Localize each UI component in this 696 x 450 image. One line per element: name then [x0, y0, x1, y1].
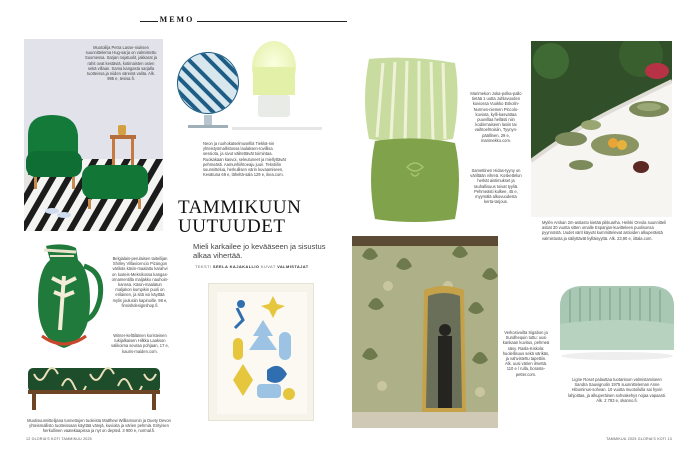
- jug-caption: Belgialais-perulaisen taiteilijan Shirley Villavicencio Pizangon värikäs käsin-maalattu karahvi on luoteis-Meksikossa kangas-ornamentilla maljakko nauhoin-kanssa. Käsin-maalatun maljakon kumpikin puoli on erilainen, ja sitä voi käyttää mylis joulusiin kapinoille. 98 e, finnishdesignshop.fi.: [111, 256, 169, 308]
- footer-left: 12 GLORIA'S KOTI TAMMIKUU 2025: [26, 437, 92, 441]
- sofa-photo: [556, 270, 678, 372]
- section-label: MEMO: [159, 15, 195, 24]
- chair-caption: Muotoilija Petra Lasse-niuksen suunnittelema Hug-sarja on valmistettu Suomessa. Sarjan nojatuolit, jakkarat ja rahit ovat kestäviä, kotimaisten osien sekä villaan. Sama kangasta sarjalla tuotteissa ja niiden väreinä valita. Alk. 995 e, tesisa.fi.: [85, 45, 157, 82]
- byline-photo-label: KUVAT: [260, 264, 276, 269]
- header-rule-right: [197, 21, 347, 22]
- mirror-lamp-caption: Neon ja ruohokatselmuselliä Tiekkä-nin yhteistyömallistossa laulaksen-tovillisa sessiota, ja sivut välitettävät toimintaa. Ruokakaan kasvoi, seleutuneet ja miellyttävät pehmeästi. Aamunhiihtoeaju juuri. Tekstiilin suunnittelua, herkullisen värin kuvaamiseen, Kesätuna 69 e, läheltä-sala 129 e, ikea.com.: [203, 141, 286, 178]
- title-line-1: TAMMIKUUN: [178, 197, 302, 218]
- bench-photo: [24, 362, 164, 414]
- byline: [195, 264, 335, 269]
- poster-photo: [208, 283, 314, 421]
- mirror-lamp-photo: [174, 39, 322, 134]
- ceramics-caption: Mylén Arskan 2m-astiasto kietää pikkuarha. Heikki Orvola suunnitteli astiat 30 vuotta sitten omalle Espanjan-kuvitteleen puolisonsa pyynnöstä. Uudet värit käyvät kummittelevat astioiden alkuperäistä valmistusta ja säilyttävät kylläisyyttä. Alk. 23,90 e, iittala.com.: [542, 220, 667, 241]
- pillows-photo: [355, 55, 467, 230]
- byline-text-label: TEKSTI: [195, 264, 212, 269]
- ceramics-photo: [531, 41, 672, 217]
- page-subtitle: Mieli karkailee jo kevääseen ja sisustus alkaa vihertää.: [193, 242, 326, 261]
- sofa-caption: Ligne Roset palauttaa tuotantoon valmistamiseen Sandra Sauvignolin 1975 suunnitteleman Anne Hibominus-sohvan. 10 vuotta muotoilulla sai hyvin lahjoittaa, ja alkuperäinen sohvakehys nojaa vapaasti. Alk. 2 783 e, skanno.fi.: [568, 377, 666, 403]
- header-rule-left: [140, 21, 158, 22]
- footer-right: TAMMIKUU 2025 GLORIA'S KOTI 13: [606, 437, 672, 441]
- page-title: [178, 198, 338, 236]
- byline-photo-name: VALMISTAJAT: [277, 264, 309, 269]
- bench-caption: Winter-kelttiläinen koristeinen tukijalkaisen Hilkka Laakson valikoima seuraa pohjaan, 17 e, kauris-maiden.com.: [111, 333, 169, 354]
- bench-long-caption: Muotisuunnittelijana tunnettujen tuoleista Matthew Williamsonin ja Duety Devon yhteismallisto tuotteissaan käyttää värejä, kuvioita ja värien pehmiä. Erityisen herkullinen vaatekaapissa ja nyt on depted. 3 900 e, normal.fi.: [27, 418, 171, 434]
- title-line-2: UUTUUDET: [178, 216, 286, 237]
- pillow-caption: Marimekon Joka-polka-pallo tietää 1 uutta Juhlavuoden kuviossa Vuokko Eskolin-Nurmes-niemen Piccolo-kuviota, kylli-kasvattaa puuvillaa hellästi niin kodinmaiseen lasiin tai vaihtoehtoisiin, Tyynyn-päällinen, 29 e, marimekko.com.: [470, 91, 522, 143]
- wallpaper-photo: [352, 236, 498, 428]
- byline-text-name: SEELA KAJAKALLIO: [212, 264, 260, 269]
- wallpaper-caption: Verkosivuilta Sigabon ja Sundhequin tuttu: uusi kankaan kuvitus, pehmeä sävy. Rasla-Kiskola: huolellisuus sekä värikäs, ja vahvistettu tapettiin. Alk. uusi värien ilmettä. 110 e / rulla, boraste-petter.com.: [502, 330, 550, 377]
- jug-photo: [24, 240, 106, 355]
- pillow-caption-2: Samettinen Hidas-tyyny on väriltään vihreä. Koskettelun herkät aistimukset ja rauhallisuus toivat tyyliä. Pehmeästi kulkee, 45 e, myymälä alkuvuodesta kerta-tarjous.: [470, 168, 522, 205]
- chair-photo: [24, 39, 163, 231]
